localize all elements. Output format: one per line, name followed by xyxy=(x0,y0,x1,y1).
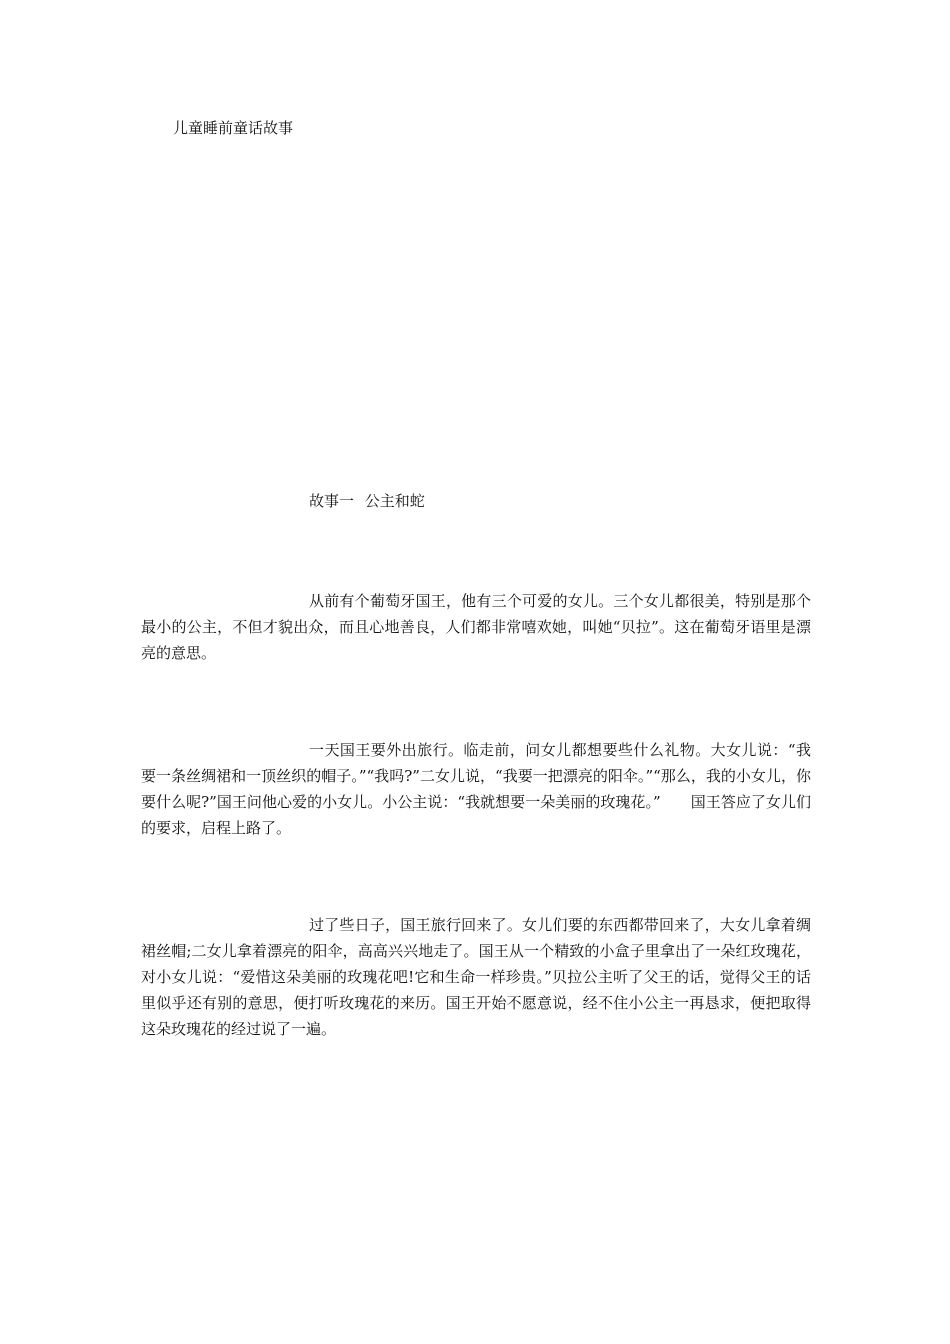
story-title: 故事一 公主和蛇 xyxy=(309,492,425,510)
story-paragraph-2: 一天国王要外出旅行。临走前，问女儿都想要些什么礼物。大女儿说：“我要一条丝绸裙和一顶丝织的帽子。”“我吗?”二女儿说，“我要一把漂亮的阳伞。”“那么，我的小女儿，你要什么呢?”国王问他心爱的小女儿。小公主说：“我就想要一朵美丽的玫瑰花。” 国王答应了女儿们的要求，启程上路了。 xyxy=(141,741,811,837)
document-title: 儿童睡前童话故事 xyxy=(173,119,294,137)
story-paragraph-1: 从前有个葡萄牙国王，他有三个可爱的女儿。三个女儿都很美，特别是那个最小的公主，不但才貌出众，而且心地善良，人们都非常嘻欢她，叫她“贝拉”。这在葡萄牙语里是漂亮的意思。 xyxy=(141,592,811,662)
story-paragraph-3: 过了些日子，国王旅行回来了。女儿们要的东西都带回来了，大女儿拿着绸裙丝帽;二女儿拿着漂亮的阳伞，高高兴兴地走了。国王从一个精致的小盒子里拿出了一朵红玫瑰花，对小女儿说：“爱惜这朵美丽的玫瑰花吧!它和生命一样珍贵。”贝拉公主听了父王的话，觉得父王的话里似乎还有别的意思，便打听玫瑰花的来历。国王开始不愿意说，经不住小公主一再恳求，便把取得这朵玫瑰花的经过说了一遍。 xyxy=(141,916,811,1038)
